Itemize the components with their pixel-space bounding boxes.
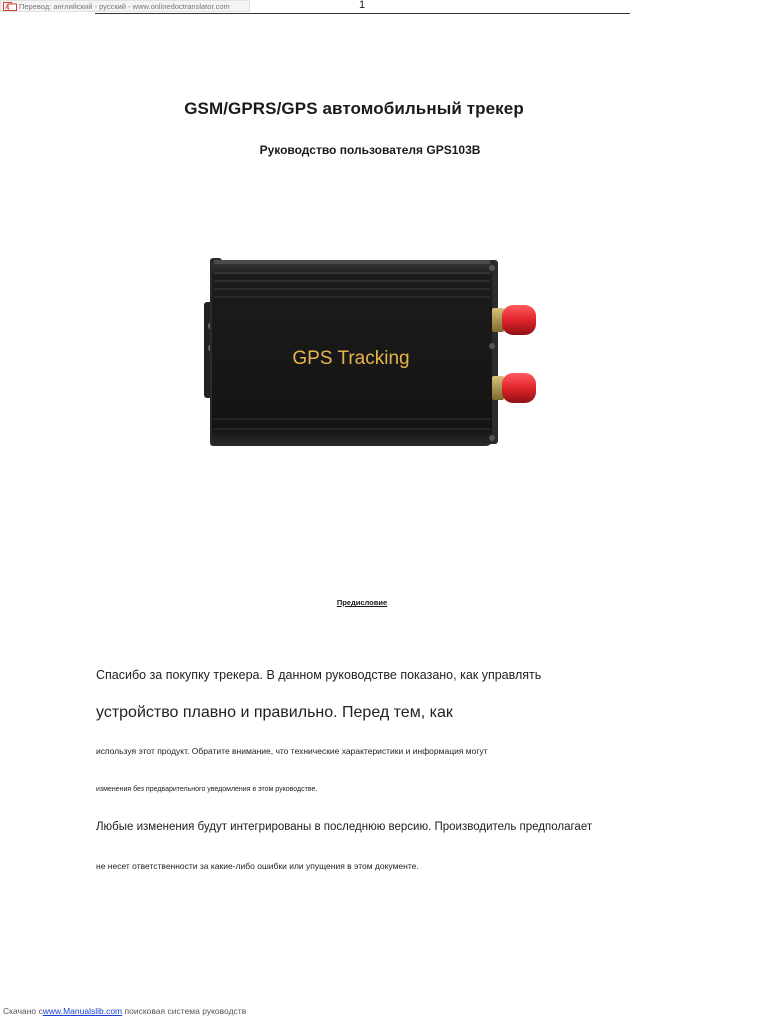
antenna-connector [502, 373, 536, 403]
download-footer [3, 1006, 246, 1016]
preface-heading: Предисловие [336, 598, 388, 607]
page-number: 1 [359, 0, 366, 11]
header-divider [95, 13, 630, 14]
document-subtitle: Руководство пользователя GPS103B [259, 143, 481, 157]
preface-line: устройство плавно и правильно. Перед тем, как [96, 704, 453, 721]
svg-text:A: A [5, 3, 10, 11]
footer-prefix: Скачано с [3, 1006, 43, 1016]
preface-line: Любые изменения будут интегрированы в последнюю версию. Производитель предполагает [96, 821, 593, 833]
preface-line: изменения без предварительного уведомления в этом руководстве. [96, 786, 318, 793]
footer-suffix: поисковая система руководств [122, 1006, 247, 1016]
preface-line: используя этот продукт. Обратите внимание, что технические характеристики и информация могут [96, 746, 488, 756]
translate-icon [3, 2, 17, 11]
document-title: GSM/GPRS/GPS автомобильный трекер [184, 99, 524, 118]
antenna-connector [502, 305, 536, 335]
preface-line: Спасибо за покупку трекера. В данном руководстве показано, как управлять [96, 668, 542, 682]
manualslib-link[interactable]: www.Manualslib.com [42, 1006, 123, 1016]
device-label: GPS Tracking [292, 348, 410, 369]
translator-bar[interactable] [0, 0, 250, 12]
preface-line: не несет ответственности за какие-либо ошибки или упущения в этом документе. [96, 861, 419, 871]
translator-text[interactable]: Перевод: английский - русский - www.onlinedoctranslator.com [19, 1, 230, 11]
gps-tracker-image [198, 250, 543, 450]
